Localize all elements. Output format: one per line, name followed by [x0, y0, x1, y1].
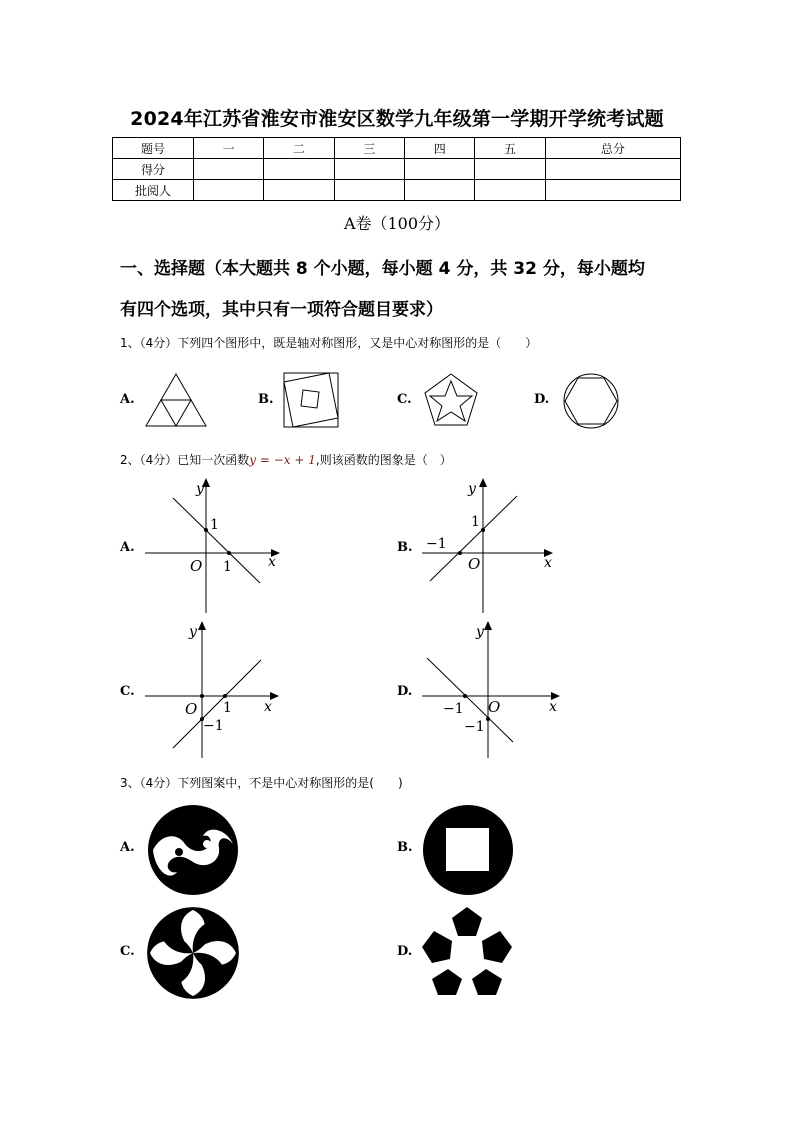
x-axis-label: x: [264, 699, 272, 715]
score-header-cell: 题号: [113, 138, 194, 159]
score-cell[interactable]: [334, 180, 404, 201]
q3-option-c-label[interactable]: C.: [120, 944, 135, 959]
question-1-text: 1、（4分）下列四个图形中，既是轴对称图形，又是中心对称图形的是（ ）: [120, 336, 538, 350]
y-axis-label: y: [476, 624, 484, 640]
q2-option-d-label[interactable]: D.: [397, 684, 413, 699]
page-title: 2024年江苏省淮安市淮安区数学九年级第一学期开学统考试题: [130, 108, 664, 130]
q2-option-b-label[interactable]: B.: [397, 540, 413, 555]
triangle-figure: [144, 372, 208, 428]
score-cell[interactable]: [264, 159, 334, 180]
circle-hexagon-figure: [562, 372, 620, 430]
q1-option-b-label[interactable]: B.: [258, 392, 274, 407]
graph-d: [420, 620, 565, 760]
graph-a: [143, 478, 283, 614]
y-axis-label: y: [196, 481, 204, 497]
q3-option-b-label[interactable]: B.: [397, 840, 413, 855]
score-table-row: [113, 180, 681, 201]
score-table-row: [113, 159, 681, 180]
score-header-cell: 总分: [545, 138, 680, 159]
score-cell[interactable]: [545, 180, 680, 201]
pentagon-star-figure: [422, 372, 480, 428]
tick-label: 1: [223, 559, 232, 575]
score-table-header-row: [113, 138, 681, 159]
five-pentagons-figure: [420, 905, 514, 997]
score-cell[interactable]: [334, 159, 404, 180]
x-axis-label: x: [544, 555, 552, 571]
volume-heading: A卷（100分）: [343, 214, 451, 233]
circle-square-figure: [422, 804, 514, 896]
petal-circle-figure: [147, 907, 239, 999]
q2-option-a-label[interactable]: A.: [120, 540, 135, 555]
origin-label: O: [468, 555, 481, 573]
score-row-label: 得分: [113, 159, 194, 180]
y-axis-label: y: [189, 624, 197, 640]
score-table: [112, 137, 681, 201]
x-axis-label: x: [549, 699, 557, 715]
score-cell[interactable]: [475, 180, 545, 201]
wave-circle-figure: [147, 804, 239, 896]
score-cell[interactable]: [405, 180, 475, 201]
score-header-cell: 四: [405, 138, 475, 159]
origin-label: O: [185, 700, 198, 718]
score-header-cell: 三: [334, 138, 404, 159]
score-cell[interactable]: [194, 180, 264, 201]
origin-label: O: [190, 557, 203, 575]
graph-c: [143, 620, 283, 760]
tick-label: 1: [471, 514, 480, 530]
score-cell[interactable]: [475, 159, 545, 180]
score-cell[interactable]: [405, 159, 475, 180]
question-3-text: 3、（4分）下列图案中，不是中心对称图形的是( ): [120, 776, 403, 790]
tick-label: 1: [223, 700, 232, 716]
score-cell[interactable]: [194, 159, 264, 180]
q2-option-c-label[interactable]: C.: [120, 684, 135, 699]
section-heading-line2: 有四个选项，其中只有一项符合题目要求）: [120, 300, 443, 320]
score-cell[interactable]: [264, 180, 334, 201]
q1-option-a-label[interactable]: A.: [120, 392, 135, 407]
tick-label: −1: [443, 701, 464, 717]
question-2-text: [120, 451, 452, 468]
q3-option-d-label[interactable]: D.: [397, 944, 413, 959]
tick-label: 1: [210, 517, 219, 533]
square-pinwheel-figure: [283, 372, 339, 428]
linear-function-formula: y = −x + 1: [249, 453, 316, 467]
tick-label: −1: [203, 718, 224, 734]
tick-label: −1: [464, 719, 485, 735]
question-2-text-before: 2、（4分）已知一次函数: [120, 453, 250, 467]
section-heading-line1: 一、选择题（本大题共 8 个小题，每小题 4 分，共 32 分，每小题均: [120, 259, 645, 279]
score-header-cell: 二: [264, 138, 334, 159]
score-cell[interactable]: [545, 159, 680, 180]
y-axis-label: y: [468, 481, 476, 497]
score-row-label: 批阅人: [113, 180, 194, 201]
origin-label: O: [488, 698, 501, 716]
graph-b: [420, 478, 560, 614]
x-axis-label: x: [268, 554, 276, 570]
tick-label: −1: [426, 536, 447, 552]
score-header-cell: 五: [475, 138, 545, 159]
score-header-cell: 一: [194, 138, 264, 159]
question-2-text-after: ,则该函数的图象是（ ）: [315, 453, 452, 467]
q1-option-c-label[interactable]: C.: [397, 392, 412, 407]
q1-option-d-label[interactable]: D.: [534, 392, 550, 407]
q3-option-a-label[interactable]: A.: [120, 840, 135, 855]
